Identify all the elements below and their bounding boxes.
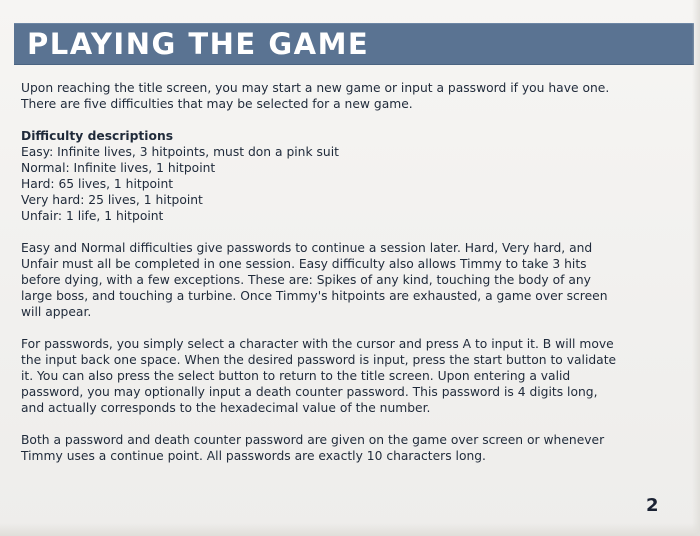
intro-line: Upon reaching the title screen, you may start a new game or input a password if you have one. — [21, 81, 610, 95]
difficulty-item-normal: Normal: Infinite lives, 1 hitpoint — [21, 161, 216, 175]
paragraph-line: and actually corresponds to the hexadecimal value of the number. — [21, 401, 431, 415]
page-right-edge — [692, 0, 700, 536]
difficulty-list — [21, 144, 661, 224]
difficulty-item-hard: Hard: 65 lives, 1 hitpoint — [21, 177, 174, 191]
section-title: PLAYING THE GAME — [27, 27, 370, 61]
intro-line: There are five difficulties that may be selected for a new game. — [21, 97, 413, 111]
page-number: 2 — [646, 495, 659, 516]
input-paragraph — [21, 336, 661, 416]
paragraph-line: will appear. — [21, 305, 92, 319]
paragraph-line: password, you may optionally input a death counter password. This password is 4 digits long, — [21, 385, 598, 399]
intro-paragraph — [21, 80, 661, 112]
section-banner — [14, 23, 694, 65]
page-content — [21, 80, 661, 480]
page-bottom-edge — [0, 523, 700, 536]
paragraph-line: before dying, with a few exceptions. These are: Spikes of any kind, touching the body of any — [21, 273, 591, 287]
paragraph-line: Unfair must all be completed in one session. Easy difficulty also allows Timmy to take 3 hits — [21, 257, 587, 271]
closing-paragraph — [21, 432, 661, 464]
passwords-paragraph — [21, 240, 661, 320]
paragraph-line: the input back one space. When the desired password is input, press the start button to validate — [21, 353, 617, 367]
paragraph-line: large boss, and touching a turbine. Once Timmy's hitpoints are exhausted, a game over screen — [21, 289, 608, 303]
paragraph-line: it. You can also press the select button to return to the title screen. Upon entering a valid — [21, 369, 571, 383]
difficulty-item-easy: Easy: Infinite lives, 3 hitpoints, must don a pink suit — [21, 145, 339, 159]
paragraph-line: Both a password and death counter password are given on the game over screen or whenever — [21, 433, 605, 447]
difficulty-heading: Difficulty descriptions — [21, 129, 174, 143]
paragraph-line: Easy and Normal difficulties give passwords to continue a session later. Hard, Very hard, and — [21, 241, 593, 255]
paragraph-line: Timmy uses a continue point. All passwords are exactly 10 characters long. — [21, 449, 486, 463]
paragraph-line: For passwords, you simply select a character with the cursor and press A to input it. B will move — [21, 337, 614, 351]
difficulty-item-unfair: Unfair: 1 life, 1 hitpoint — [21, 209, 164, 223]
difficulty-item-very-hard: Very hard: 25 lives, 1 hitpoint — [21, 193, 203, 207]
